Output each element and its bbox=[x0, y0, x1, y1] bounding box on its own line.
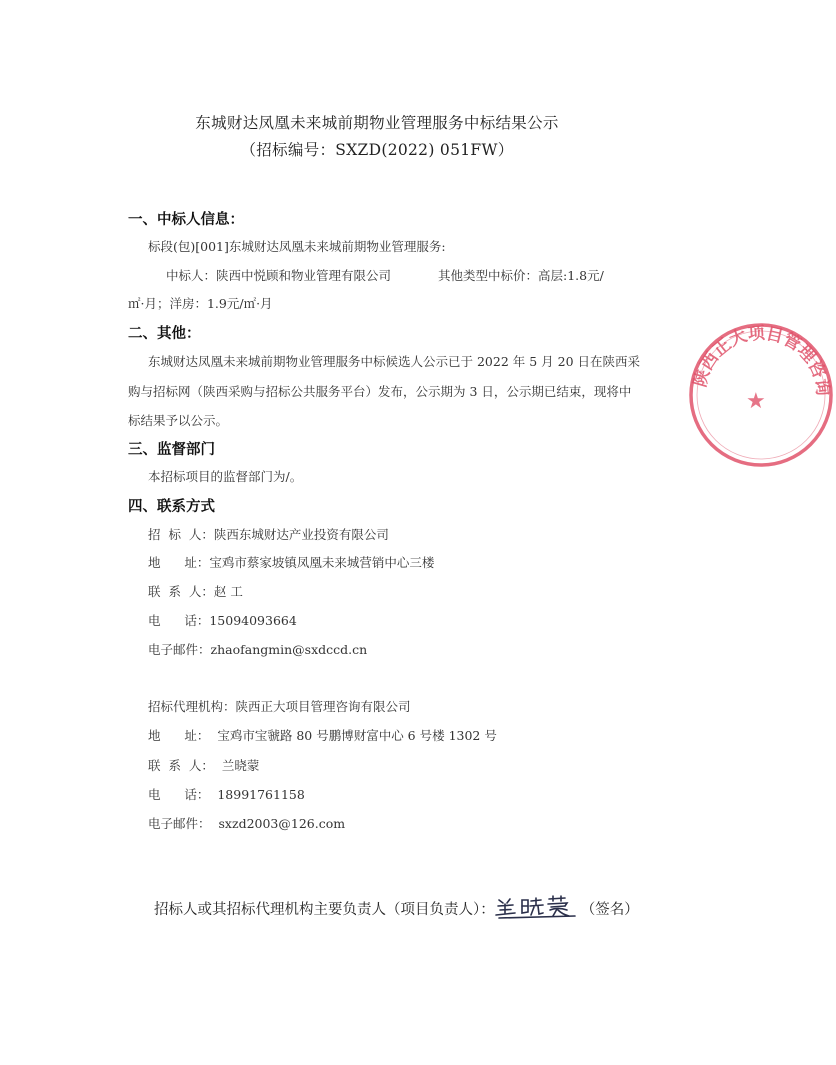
section-heading-other: 二、其他： bbox=[128, 326, 201, 342]
tenderer-name: 陕西东城财达产业投资有限公司 bbox=[213, 527, 389, 542]
bid-number: （招标编号：SXZD(2022) 051FW） bbox=[240, 141, 514, 159]
agency-name-row bbox=[148, 697, 411, 715]
tenderer-phone-label: 电 话： bbox=[148, 613, 210, 628]
lot-info: 标段(包)[001]东城财达凤凰未来城前期物业管理服务: bbox=[148, 239, 446, 254]
agency-phone-row bbox=[148, 785, 305, 803]
tenderer-name-row bbox=[148, 525, 389, 543]
agency-name-label: 招标代理机构： bbox=[148, 699, 236, 714]
signature-line bbox=[154, 898, 639, 922]
agency-email-row bbox=[148, 814, 345, 832]
tenderer-phone: 15094093664 bbox=[209, 613, 297, 628]
agency-contact: 兰晓蒙 bbox=[221, 758, 260, 773]
winner-line: 中标人：陕西中悦顾和物业管理有限公司 bbox=[166, 268, 392, 283]
company-seal bbox=[686, 320, 836, 470]
agency-email-label: 电子邮件： bbox=[148, 816, 211, 831]
tenderer-email-row bbox=[148, 640, 367, 658]
agency-contact-row bbox=[148, 756, 259, 774]
agency-name: 陕西正大项目管理咨询有限公司 bbox=[235, 699, 411, 714]
tenderer-name-label: 招 标 人： bbox=[148, 527, 214, 542]
section-heading-supervision: 三、监督部门 bbox=[128, 442, 215, 458]
tenderer-contact-row bbox=[148, 582, 243, 600]
agency-address: 宝鸡市宝虢路 80 号鹏博财富中心 6 号楼 1302 号 bbox=[217, 728, 497, 743]
price-line: 其他类型中标价：高层:1.8元/ bbox=[438, 268, 604, 283]
tenderer-address-label: 地 址： bbox=[148, 555, 210, 570]
tenderer-contact-label: 联 系 人： bbox=[148, 584, 214, 599]
tenderer-phone-row bbox=[148, 611, 297, 629]
agency-address-label: 地 址： bbox=[148, 728, 210, 743]
tenderer-email[interactable]: zhaofangmin@sxdccd.cn bbox=[210, 642, 368, 657]
signature-prefix: 招标人或其招标代理机构主要负责人（项目负责人）： bbox=[154, 902, 495, 918]
tenderer-address: 宝鸡市蔡家坡镇凤凰未来城营销中心三楼 bbox=[209, 555, 435, 570]
supervision-text: 本招标项目的监督部门为/。 bbox=[148, 469, 303, 484]
svg-text:★: ★ bbox=[746, 389, 766, 414]
agency-contact-label: 联 系 人： bbox=[148, 758, 214, 773]
handwritten-signature bbox=[495, 898, 581, 922]
signature-suffix: （签名） bbox=[580, 902, 639, 918]
tenderer-email-label: 电子邮件： bbox=[148, 642, 211, 657]
agency-address-row bbox=[148, 726, 497, 744]
section-heading-winner-info: 一、中标人信息： bbox=[128, 212, 244, 228]
tenderer-address-row bbox=[148, 553, 434, 571]
paragraph-line-3: 标结果予以公示。 bbox=[128, 413, 229, 428]
agency-phone-label: 电 话： bbox=[148, 787, 210, 802]
paragraph-line-2: 购与招标网（陕西采购与招标公共服务平台）发布，公示期为 3 日，公示期已结束，现将中 bbox=[128, 384, 632, 399]
section-heading-contact: 四、联系方式 bbox=[128, 499, 215, 515]
price-line-continued: ㎡·月；洋房：1.9元/㎡·月 bbox=[128, 296, 273, 311]
paragraph-line-1: 东城财达凤凰未来城前期物业管理服务中标候选人公示已于 2022 年 5 月 20 日在陕西采 bbox=[148, 354, 641, 369]
agency-phone: 18991761158 bbox=[217, 787, 305, 802]
svg-text:陕西正大项目管理咨询: 陕西正大项目管理咨询 bbox=[690, 323, 833, 398]
agency-email[interactable]: sxzd2003@126.com bbox=[218, 816, 346, 831]
page-title: 东城财达凤凰未来城前期物业管理服务中标结果公示 bbox=[195, 114, 559, 132]
tenderer-contact: 赵 工 bbox=[213, 584, 243, 599]
